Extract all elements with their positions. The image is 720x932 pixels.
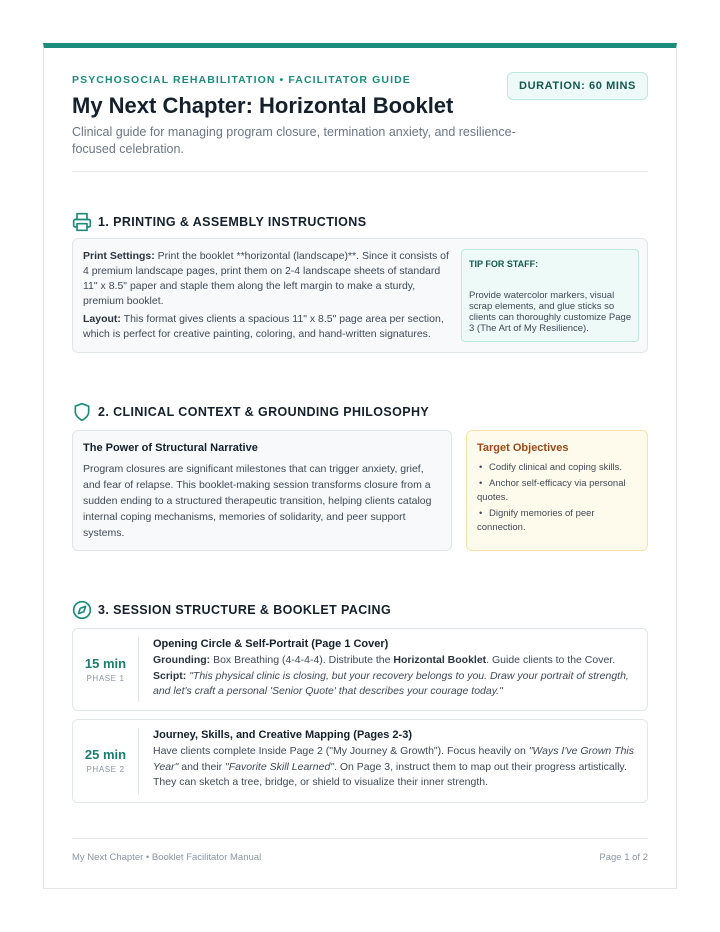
print-settings-text: Print the booklet **horizontal (landscape)**. Since it consists of 4 premium landscape pages, print them on 2-4 landscape sheets of standard 11" x 8.5" paper and staple them along the left margin to make a sturdy, premium booklet. (83, 250, 449, 307)
section-2-title: 2. CLINICAL CONTEXT & GROUNDING PHILOSOPHY (98, 405, 430, 419)
printing-box (72, 238, 648, 353)
section-1-title: 1. PRINTING & ASSEMBLY INSTRUCTIONS (98, 215, 367, 229)
objective-item: • Anchor self-efficacy via personal quotes. (477, 478, 626, 503)
section-2-heading (72, 402, 648, 424)
phase-2-text: Have clients complete Inside Page 2 ("My Journey & Growth"). Focus heavily on "Ways I've Grown This Year" and their "Favorite Skill Learned". On Page 3, instruct them to map out their progress artistically. They can sketch a tree, bridge, or shield to visualize their inner strength. (153, 745, 635, 788)
document-page (43, 43, 677, 889)
phase-1-script-quote: "This physical clinic is closing, but your recovery belongs to you. Draw your portrait of strength, and let's craft a personal 'Senior Quote' that describes your courage today." (153, 669, 629, 697)
staff-tip (461, 249, 639, 342)
eyebrow: PSYCHOSOCIAL REHABILITATION • FACILITATOR GUIDE (72, 74, 411, 86)
narrative-title: The Power of Structural Narrative (83, 442, 258, 454)
duration-badge: DURATION: 60 MINS (507, 72, 648, 100)
print-settings-paragraph (83, 249, 449, 309)
compass-icon (72, 600, 92, 620)
section-3-title: 3. SESSION STRUCTURE & BOOKLET PACING (98, 603, 392, 617)
shield-icon (72, 402, 92, 422)
section-1-heading (72, 212, 648, 234)
section-3-heading (72, 600, 648, 622)
tip-title: TIP FOR STAFF: (469, 259, 539, 269)
printer-icon (72, 212, 92, 232)
phase-1-label: PHASE 1 (86, 674, 125, 683)
objectives-title: Target Objectives (477, 442, 569, 454)
objectives-box (466, 430, 648, 551)
objectives-list (477, 461, 639, 537)
page-title: My Next Chapter: Horizontal Booklet (72, 93, 454, 118)
phase-1-time: 15 min (84, 656, 127, 671)
phase-2-label: PHASE 2 (86, 765, 125, 774)
page-number: Page 1 of 2 (599, 852, 648, 863)
phase-1-card (72, 628, 648, 711)
phase-2-card (72, 719, 648, 803)
print-settings-label: Print Settings: (83, 250, 155, 262)
narrative-box (72, 430, 452, 551)
phase-1-time-column (73, 629, 138, 710)
divider (72, 171, 648, 172)
layout-paragraph (83, 312, 449, 342)
phase-2-time-column (73, 720, 138, 802)
objective-item: • Codify clinical and coping skills. (479, 462, 623, 473)
layout-label: Layout: (83, 313, 121, 325)
phase-2-title: Journey, Skills, and Creative Mapping (Pages 2-3) (153, 729, 412, 741)
narrative-text: Program closures are significant milestones that can trigger anxiety, grief, and fear of relapse. This booklet-making session transforms closure from a sudden ending to a structured therapeutic transition, helping clients catalog internal coping mechanisms, memories of solidarity, and peer support systems. (83, 463, 432, 539)
footer-title: My Next Chapter • Booklet Facilitator Manual (72, 852, 262, 863)
footer-divider (72, 838, 648, 839)
phase-2-body (153, 729, 637, 791)
tip-body: Provide watercolor markers, visual scrap elements, and glue sticks so clients can thoroughly customize Page 3 (The Art of My Resilience). (469, 290, 632, 334)
phase-2-time: 25 min (84, 747, 127, 762)
phase-1-title: Opening Circle & Self-Portrait (Page 1 Cover) (153, 638, 389, 650)
page-subtitle: Clinical guide for managing program closure, termination anxiety, and resilience-focused celebration. (72, 125, 516, 156)
objective-item: • Dignify memories of peer connection. (477, 508, 595, 533)
layout-text: This format gives clients a spacious 11" x 8.5" page area per section, which is perfect for creative painting, coloring, and hand-written signatures. (83, 313, 444, 340)
phase-1-body (153, 638, 637, 700)
phase-1-text: Grounding: Box Breathing (4-4-4-4). Distribute the Horizontal Booklet. Guide clients to the Cover. Script: "This physical clinic is closing, but your recovery belongs to you. Draw your portrait of strength, and let's craft a personal 'Senior Quote' that describes your courage today." (153, 654, 629, 697)
